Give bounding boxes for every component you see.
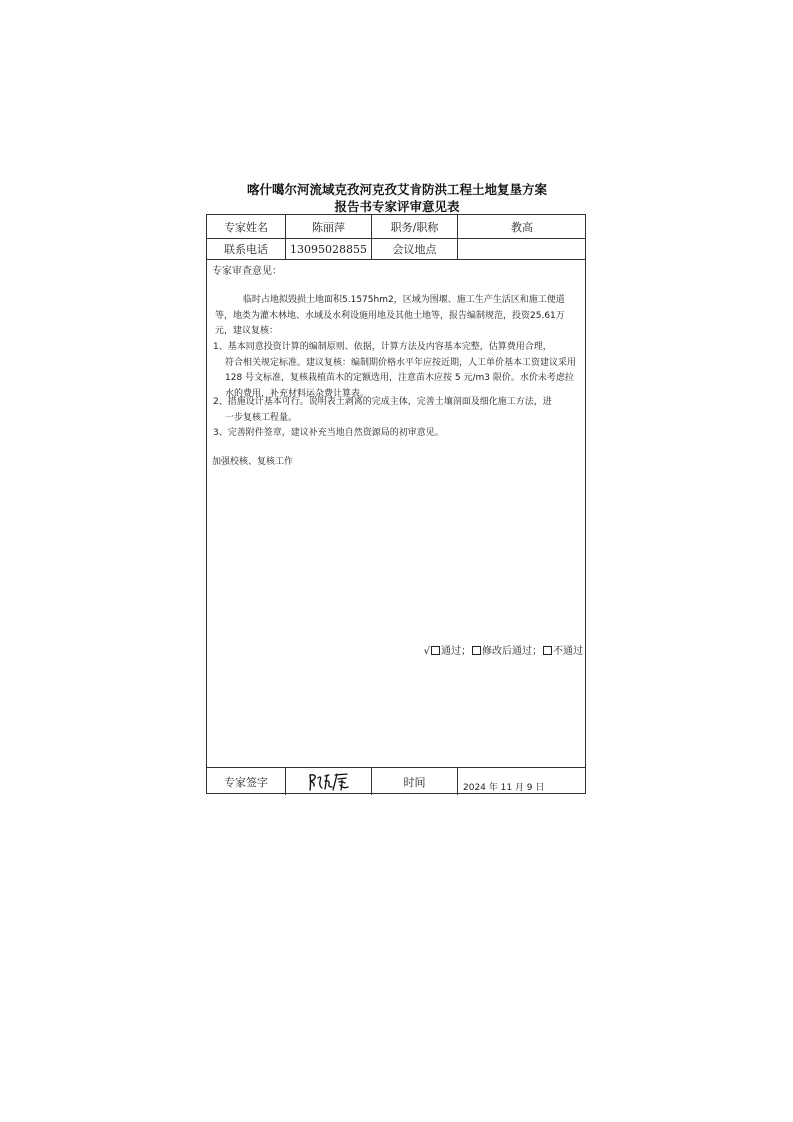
form-title-line2: 报告书专家评审意见表 [334,199,460,214]
time-label: 时间 [403,775,426,789]
phone-value: 13095028855 [290,242,367,256]
venue-label: 会议地点 [392,243,437,256]
position-value: 教高 [511,220,533,234]
review-result-options [407,642,583,657]
opinion-item-2-rest: 一步复核工程量。 [225,412,298,423]
opinion-extra-note: 加强校核、复核工作 [212,457,294,467]
check-mark-icon: √ [423,646,430,657]
signature-label: 专家签字 [224,775,268,789]
row-divider-2 [207,259,585,260]
checkbox-pass[interactable] [431,646,440,655]
option-revise-label: 修改后通过； [482,646,542,657]
opinion-item-3 [213,426,581,442]
review-form-table [206,214,586,794]
col-divider-4 [285,767,286,795]
opinion-item-3-first-line: 3、完善附件签章，建议补充当地自然资源局的初审意见。 [213,428,444,438]
phone-label: 联系电话 [224,243,268,256]
option-pass-label: 通过； [441,646,471,657]
opinion-item-1 [213,340,581,402]
review-date: 2024 年 11 月 9 日 [463,783,545,793]
opinion-item-2 [213,395,581,426]
checkbox-fail[interactable] [543,646,552,655]
opinion-item-2-first-line: 2、措施设计基本可行。说明表土剥离的完成主体，完善土壤剖面及细化施工方法，进 [213,397,552,407]
opinion-label: 专家审查意见： [212,266,282,277]
name-value: 陈丽萍 [312,220,345,234]
opinion-item-1-first-line: 1、基本同意投资计算的编制原则、依据，计算方法及内容基本完整，估算费用合理， [213,342,552,352]
opinion-item-1-rest: 符合相关规定标准。建议复核：编制期价格水平年应按近期，人工单价基本工资建议采用 128 号文标准，复核栽植苗木的定额选用，注意苗木应按 5 元/m3 限价。水价未考虑拉水的费用，补充材料运杂费计算表。 [225,357,577,399]
option-fail-label: 不通过 [553,646,583,657]
opinion-intro: 临时占地拟毁损土地面积5.1575hm2，区域为围堰、施工生产生活区和施工便道等，地类为灌木林地、水域及水利设施用地及其他土地等，报告编制规范，投资25.61万元，建议复核： [215,295,565,336]
handwritten-signature [307,769,351,793]
position-label: 职务/职称 [390,220,439,234]
name-label: 专家姓名 [224,220,268,234]
checkbox-revise[interactable] [472,646,481,655]
venue-value [458,239,586,259]
col-divider-6 [457,767,458,795]
form-title-line1: 喀什噶尔河流域克孜河克孜艾肯防洪工程土地复垦方案 [246,182,547,197]
